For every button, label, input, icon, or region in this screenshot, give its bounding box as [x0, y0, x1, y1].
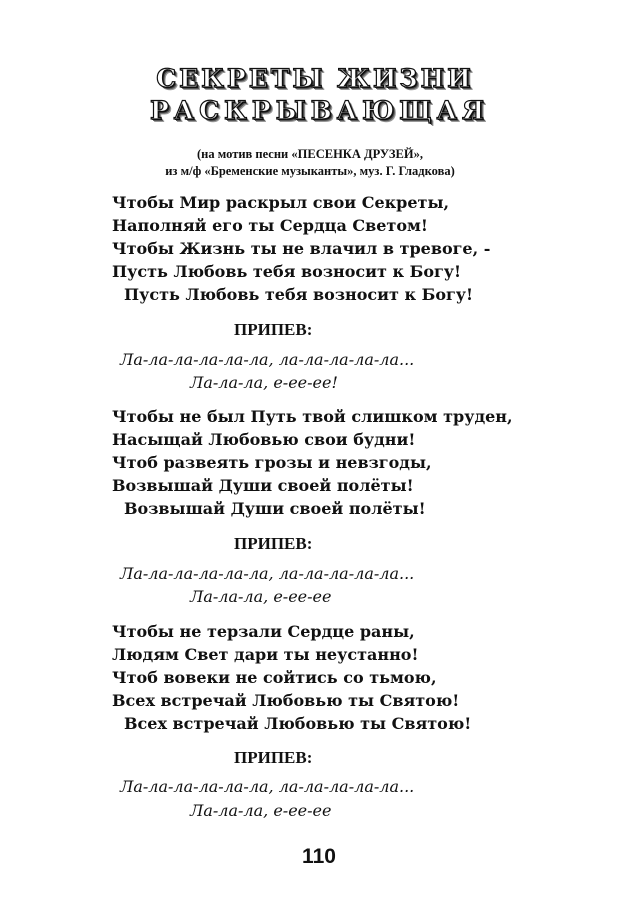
chorus-line: Ла-ла-ла, е-ее-ее: [190, 587, 332, 606]
verse-line-repeat: Всех встречай Любовью ты Святою!: [124, 714, 472, 733]
verse-line-repeat: Возвышай Души своей полёты!: [124, 499, 426, 518]
verse-line: Чтобы Мир раскрыл свои Секреты,: [112, 193, 450, 212]
song-title-line-2: РАСКРЫВАЮЩАЯ: [150, 96, 490, 125]
verse-line: Чтобы не терзали Сердце раны,: [112, 622, 415, 641]
chorus-label: ПРИПЕВ:: [234, 320, 313, 339]
chorus-label: ПРИПЕВ:: [234, 534, 313, 553]
chorus-line: Ла-ла-ла, е-ее-ее!: [190, 373, 338, 392]
verse-line: Всех встречай Любовью ты Святою!: [112, 691, 460, 710]
chorus-line: Ла-ла-ла-ла-ла-ла, ла-ла-ла-ла-ла...: [120, 564, 415, 583]
subtitle-line-1: (на мотив песни «ПЕСЕНКА ДРУЗЕЙ»,: [197, 147, 423, 161]
subtitle-line-2: из м/ф «Бременские музыканты», муз. Г. Гладкова): [165, 164, 455, 178]
verse-line-repeat: Пусть Любовь тебя возносит к Богу!: [124, 285, 474, 304]
verse-line: Пусть Любовь тебя возносит к Богу!: [112, 262, 462, 281]
verse-line: Чтоб развеять грозы и невзгоды,: [112, 453, 432, 472]
song-title-line-1: СЕКРЕТЫ ЖИЗНИ: [156, 64, 474, 93]
verse-line: Чтобы не был Путь твой слишком труден,: [112, 407, 513, 426]
chorus-label: ПРИПЕВ:: [234, 748, 313, 767]
verse-line: Возвышай Души своей полёты!: [112, 476, 414, 495]
verse-line: Чтобы Жизнь ты не влачил в тревоге, -: [112, 239, 491, 258]
verse-line: Насыщай Любовью свои будни!: [112, 430, 416, 449]
chorus-line: Ла-ла-ла-ла-ла-ла, ла-ла-ла-ла-ла...: [120, 777, 415, 796]
page-number: 110: [302, 845, 336, 868]
chorus-line: Ла-ла-ла, е-ее-ее: [190, 801, 332, 820]
verse-line: Людям Свет дари ты неустанно!: [112, 645, 419, 664]
verse-line: Наполняй его ты Сердца Светом!: [112, 216, 428, 235]
verse-line: Чтоб вовеки не сойтись со тьмою,: [112, 668, 437, 687]
chorus-line: Ла-ла-ла-ла-ла-ла, ла-ла-ла-ла-ла...: [120, 350, 415, 369]
